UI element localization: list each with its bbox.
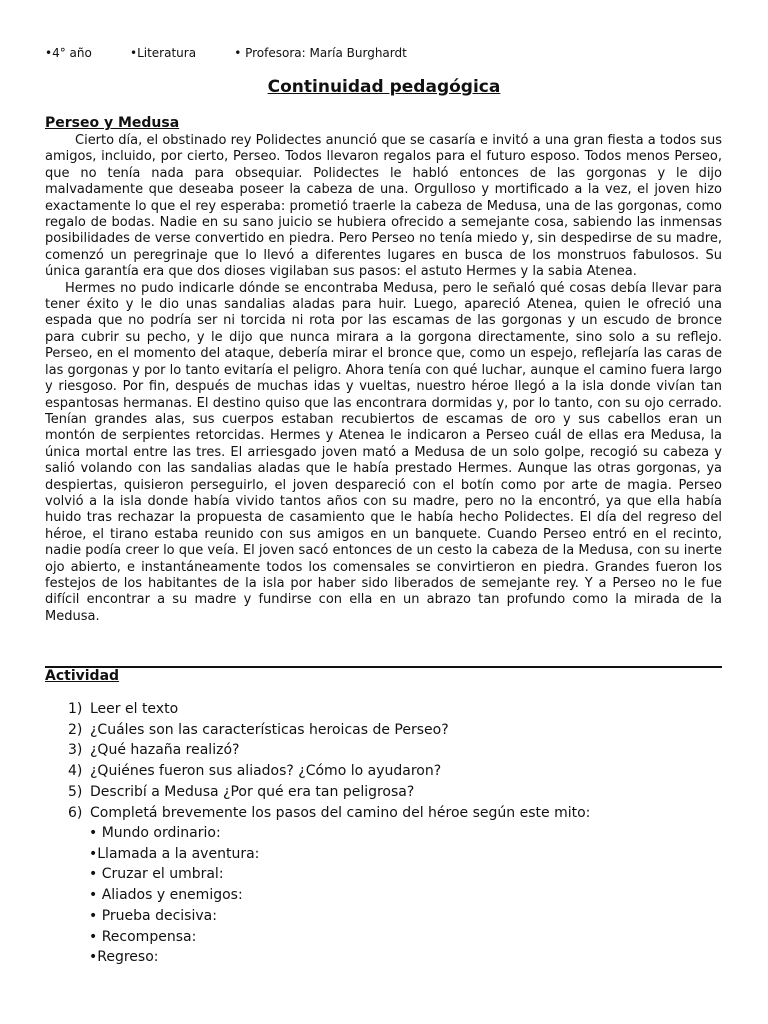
question-text: ¿Qué hazaña realizó?	[90, 742, 240, 759]
question-text: Leer el texto	[90, 701, 179, 717]
story-heading: Perseo y Medusa	[45, 115, 180, 131]
story-text	[45, 133, 722, 625]
question-item	[68, 740, 590, 761]
question-number: 1)	[68, 701, 83, 717]
question-item	[68, 720, 590, 741]
step-return: •Regreso:	[89, 949, 159, 966]
story-paragraph-2: Hermes no pudo indicarle dónde se encontraba Medusa, pero le señaló qué cosas debía llevar para tener éxito y le dio unas sandalias aladas para huir. Luego, apareció Atenea, quien le ofreció una espada que no podría ser ni torcida ni rota por las escamas de las gorgonas y un escudo de bronce para cubrir su pecho, y le dijo que nunca mirara a la gorgona directamente, sino solo a su reflejo. Perseo, en el momento del ataque, debería mirar el bronce que, como un espejo, reflejaría las caras de las gorgonas y por lo tanto evitaría el peligro. Ahora tenía con qué luchar, aunque el camino fuera largo y riesgoso. Por fin, después de muchas idas y vueltas, nuestro héroe llegó a la isla donde vivían tan espantosas hermanas. El destino quiso que las encontrara dormidas y, por lo tanto, con su ojo cerrado. Tenían grandes alas, sus cuerpos estaban recubiertos de escamas de oro y sus cabellos eran un montón de serpientes retorcidas. Hermes y Atenea le indicaron a Perseo cuál de ellas era Medusa, la única mortal entre las tres. El arriesgado joven mató a Medusa de un solo golpe, recogió su cabeza y salió volando con las sandalias aladas que le había prestado Hermes. Aunque las otras gorgonas, ya despiertas, quisieron perseguirlo, el joven despareció con el botín como por arte de magia. Perseo volvió a la isla donde había vivido tantos años con su madre, pero no la encontró, ya que ella había huido tras rechazar la propuesta de casamiento que le había hecho Polidectes. El día del regreso del héroe, el tirano estaba reunido con sus amigos en un banquete. Cuando Perseo entró en el recinto, nadie podía creer lo que veía. El joven sacó entonces de un cesto la cabeza de la Medusa, con su inerte ojo abierto, e instantáneamente todos los comensales se convirtieron en piedra. Grandes fueron los festejos de los habitantes de la isla por haber sido liberados de semejante rey. Y a Perseo no le fue difícil encontrar a su madre y fundirse con ella en un abrazo tan profundo como la mirada de la Medusa.	[45, 280, 722, 624]
step-ordeal: • Prueba decisiva:	[89, 907, 217, 924]
question-item	[68, 803, 590, 824]
subject-label: •Literatura	[129, 46, 197, 60]
activity-heading: Actividad	[45, 668, 120, 684]
question-text: ¿Quiénes fueron sus aliados? ¿Cómo lo ayudaron?	[90, 763, 442, 780]
question-number: 4)	[68, 763, 83, 780]
grade-label: •4° año	[45, 46, 92, 60]
question-number: 5)	[68, 783, 83, 800]
step-reward: • Recompensa:	[89, 928, 197, 945]
question-number: 3)	[68, 742, 83, 759]
question-list	[68, 699, 590, 823]
step-call-to-adventure: •Llamada a la aventura:	[89, 845, 260, 862]
document-header	[45, 46, 407, 60]
question-number: 6)	[68, 804, 83, 821]
step-allies-enemies: • Aliados y enemigos:	[89, 887, 243, 904]
section-divider	[45, 666, 722, 668]
page-title: Continuidad pedagógica	[267, 77, 501, 97]
hero-journey-steps	[89, 823, 259, 968]
question-item	[68, 699, 590, 720]
story-paragraph-1: Cierto día, el obstinado rey Polidectes anunció que se casaría e invitó a una gran fiesta a todos sus amigos, incluido, por cierto, Perseo. Todos llevaron regalos para el futuro esposo. Todos menos Perseo, que no tenía nada para obsequiar. Polidectes le habló entonces de las gorgonas y le dijo malvadamente que deseaba poseer la cabeza de una. Orgulloso y mortificado a la vez, el joven hizo exactamente lo que el rey esperaba: prometió traerle la cabeza de Medusa, una de las gorgonas, como regalo de bodas. Nadie en su sano juicio se hubiera ofrecido a semejante cosa, sabiendo las inmensas posibilidades de verse convertido en piedra. Pero Perseo no tenía miedo y, sin despedirse de su madre, comenzó un peregrinaje que lo llevó a diferentes lugares en busca de los monstruos fabulosos. Su única garantía era que dos dioses vigilaban sus pasos: el astuto Hermes y la sabia Atenea.	[45, 133, 722, 280]
question-text: ¿Cuáles son las características heroicas de Perseo?	[90, 721, 449, 738]
step-crossing-threshold: • Cruzar el umbral:	[89, 866, 224, 883]
question-number: 2)	[68, 721, 83, 738]
step-ordinary-world: • Mundo ordinario:	[89, 825, 221, 841]
teacher-label: • Profesora: María Burghardt	[234, 46, 407, 60]
question-item	[68, 761, 590, 782]
question-text: Completá brevemente los pasos del camino del héroe según este mito:	[90, 804, 591, 821]
question-text: Describí a Medusa ¿Por qué era tan peligrosa?	[90, 783, 415, 800]
question-item	[68, 782, 590, 803]
